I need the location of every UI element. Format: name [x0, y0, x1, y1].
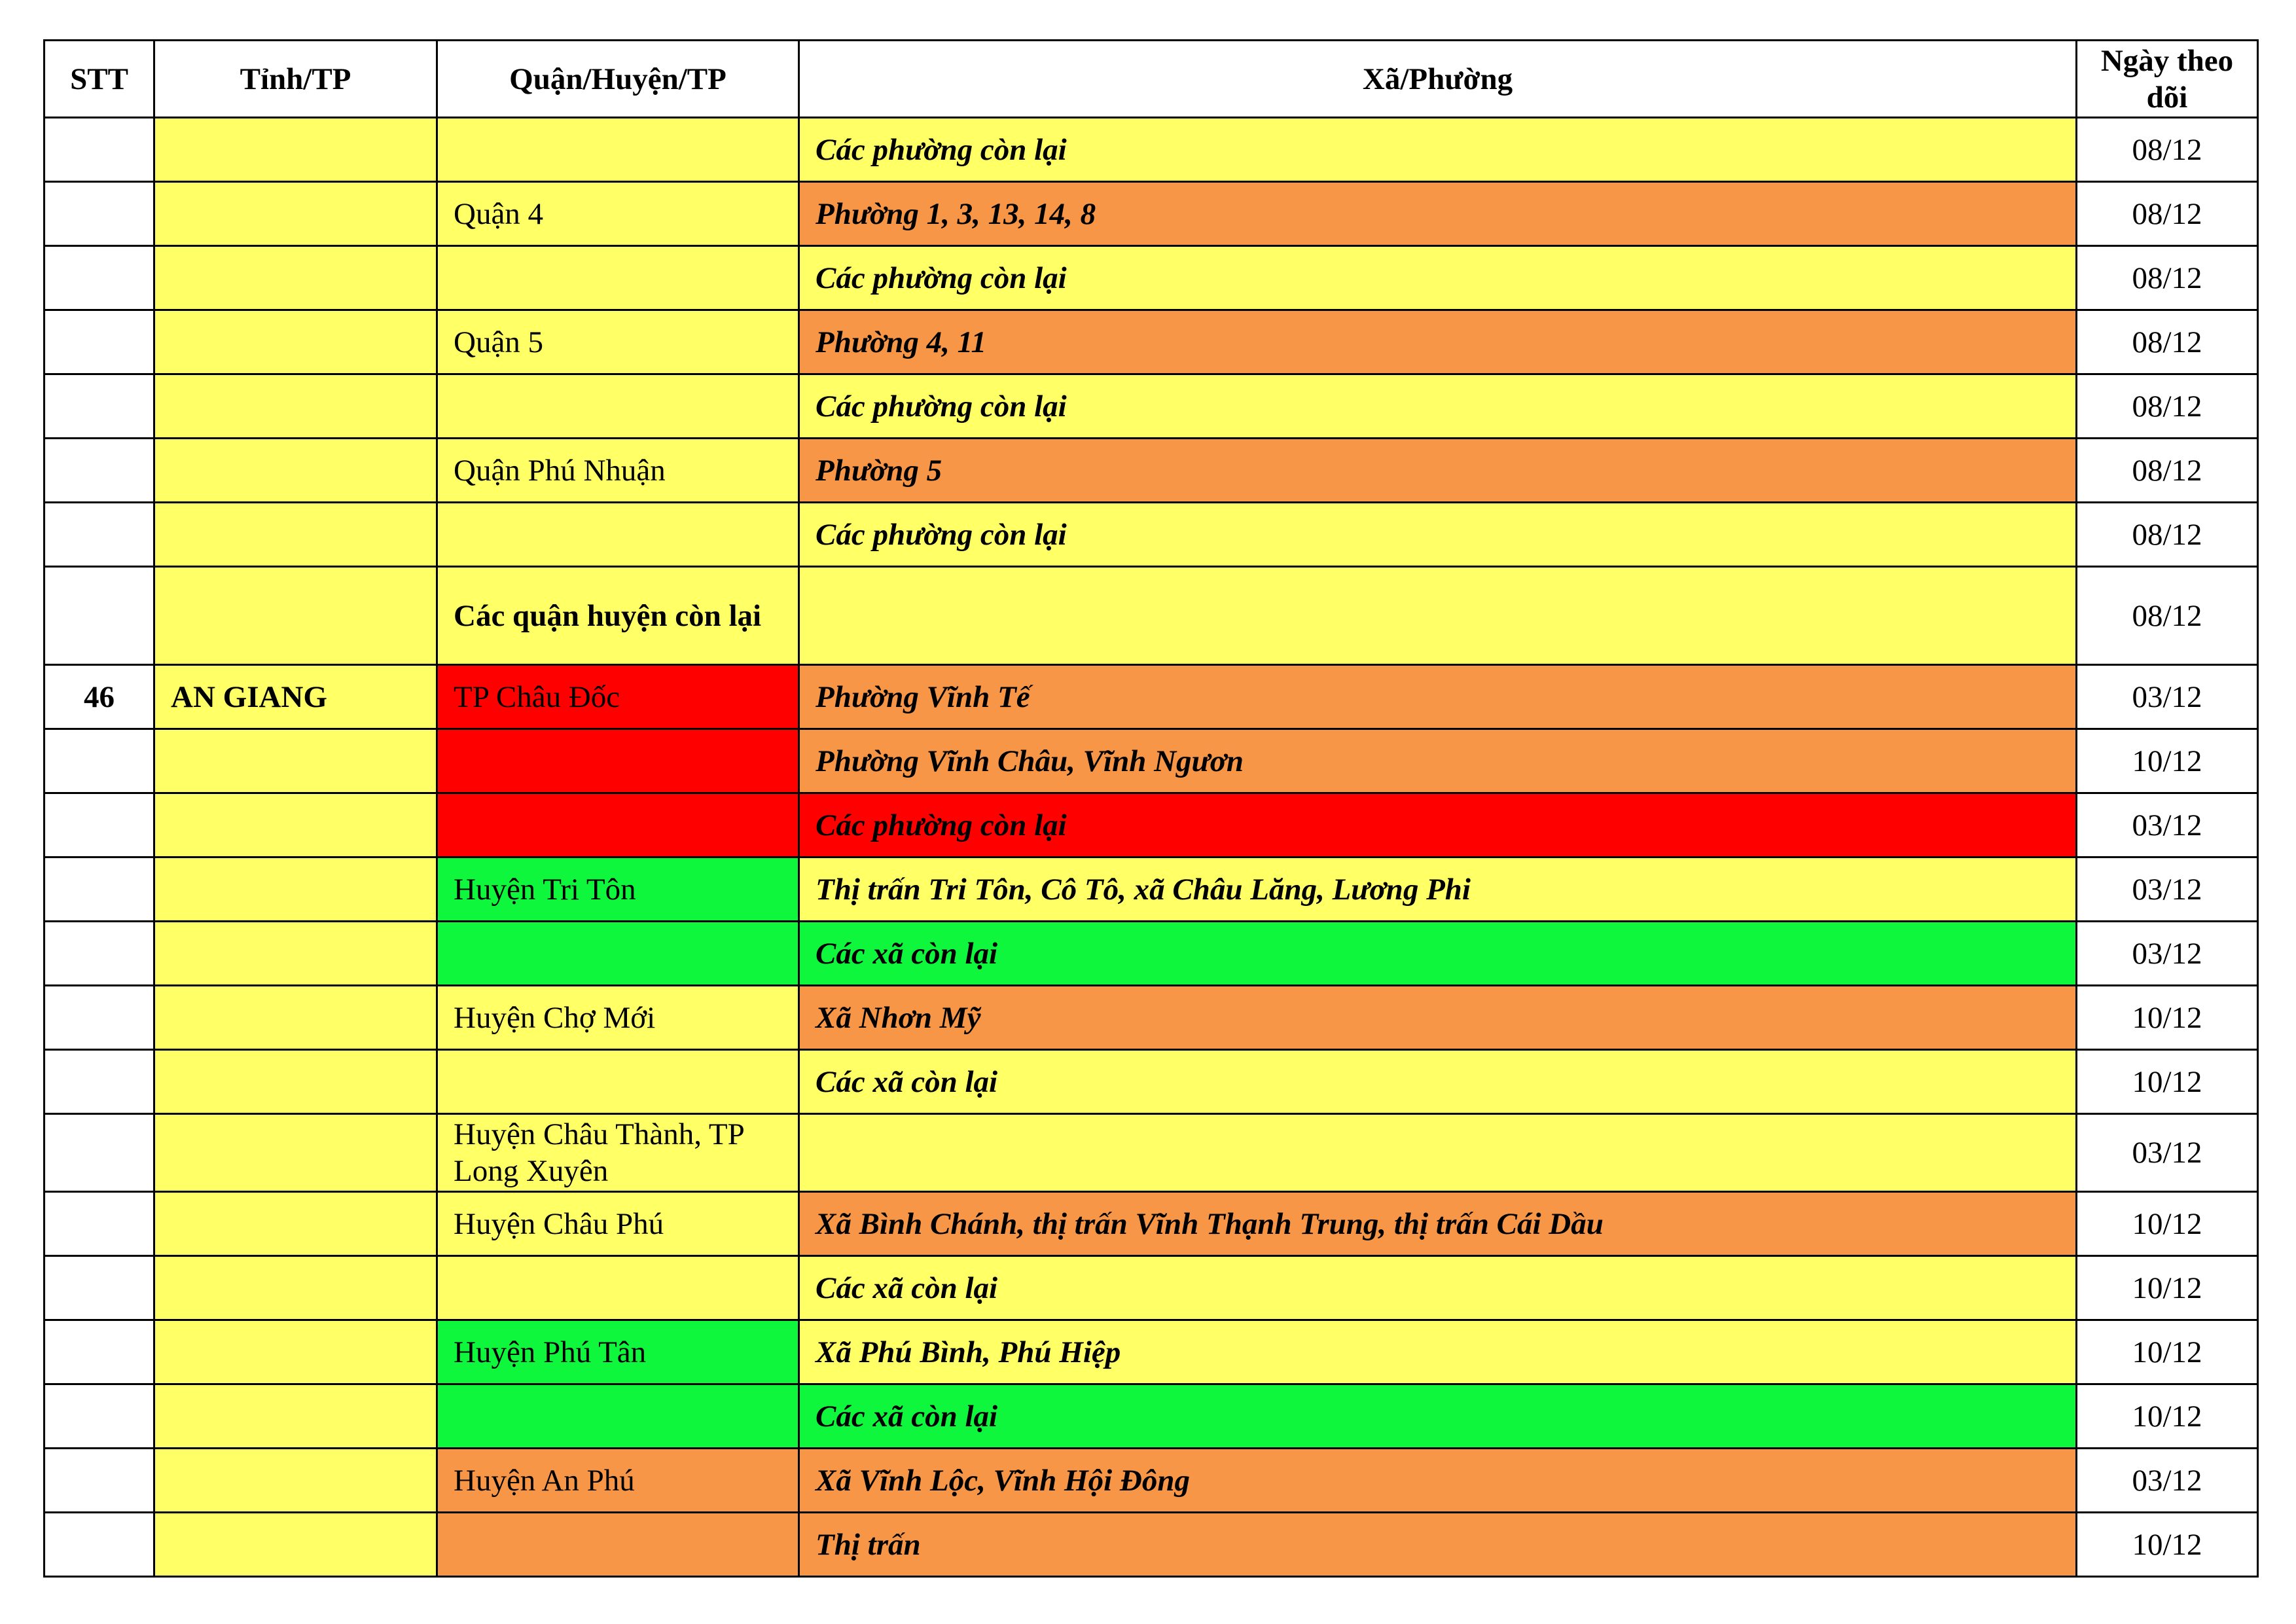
- stt-cell: [45, 986, 154, 1050]
- ward-cell: Các phường còn lại: [799, 118, 2077, 182]
- header-ward: Xã/Phường: [799, 41, 2077, 118]
- province-cell: [154, 310, 437, 374]
- date-cell: 08/12: [2077, 118, 2258, 182]
- ward-cell: Các phường còn lại: [799, 246, 2077, 310]
- stt-cell: [45, 246, 154, 310]
- date-cell: 08/12: [2077, 439, 2258, 503]
- stt-cell: [45, 439, 154, 503]
- header-province: Tỉnh/TP: [154, 41, 437, 118]
- stt-cell: [45, 374, 154, 439]
- stt-cell: [45, 793, 154, 857]
- district-cell: [437, 1050, 799, 1114]
- date-cell: 10/12: [2077, 1256, 2258, 1320]
- header-stt: STT: [45, 41, 154, 118]
- district-cell: Huyện Châu Thành, TP Long Xuyên: [437, 1114, 799, 1192]
- table-row: [45, 857, 2258, 922]
- ward-cell: Xã Phú Bình, Phú Hiệp: [799, 1320, 2077, 1384]
- stt-cell: [45, 1192, 154, 1256]
- ward-cell: Các phường còn lại: [799, 793, 2077, 857]
- header-district: Quận/Huyện/TP: [437, 41, 799, 118]
- date-cell: 08/12: [2077, 246, 2258, 310]
- province-cell: [154, 246, 437, 310]
- table-row: [45, 246, 2258, 310]
- date-cell: 03/12: [2077, 665, 2258, 729]
- ward-cell: [799, 567, 2077, 665]
- ward-cell: Phường Vĩnh Châu, Vĩnh Ngươn: [799, 729, 2077, 793]
- date-cell: 08/12: [2077, 182, 2258, 246]
- stt-cell: [45, 1114, 154, 1192]
- stt-cell: [45, 1449, 154, 1513]
- table-row: [45, 567, 2258, 665]
- date-cell: 10/12: [2077, 729, 2258, 793]
- stt-cell: [45, 1050, 154, 1114]
- ward-cell: Xã Nhơn Mỹ: [799, 986, 2077, 1050]
- date-cell: 08/12: [2077, 310, 2258, 374]
- stt-cell: [45, 857, 154, 922]
- province-cell: [154, 793, 437, 857]
- district-cell: Các quận huyện còn lại: [437, 567, 799, 665]
- table-row: [45, 182, 2258, 246]
- district-cell: Huyện Phú Tân: [437, 1320, 799, 1384]
- province-cell: [154, 1384, 437, 1449]
- header-date: Ngày theo dõi: [2077, 41, 2258, 118]
- stt-cell: [45, 1320, 154, 1384]
- ward-cell: Phường 4, 11: [799, 310, 2077, 374]
- date-cell: 10/12: [2077, 1320, 2258, 1384]
- province-cell: [154, 118, 437, 182]
- district-cell: Quận Phú Nhuận: [437, 439, 799, 503]
- district-cell: Huyện Châu Phú: [437, 1192, 799, 1256]
- table-row: [45, 1050, 2258, 1114]
- stt-cell: [45, 1513, 154, 1577]
- header-row: [45, 41, 2258, 118]
- table-row: [45, 665, 2258, 729]
- table-row: [45, 118, 2258, 182]
- province-cell: [154, 857, 437, 922]
- ward-cell: Các phường còn lại: [799, 374, 2077, 439]
- table-row: [45, 1320, 2258, 1384]
- district-cell: [437, 503, 799, 567]
- district-cell: Huyện Chợ Mới: [437, 986, 799, 1050]
- table-row: [45, 986, 2258, 1050]
- district-cell: [437, 922, 799, 986]
- stt-cell: [45, 729, 154, 793]
- district-cell: [437, 1384, 799, 1449]
- ward-cell: Thị trấn: [799, 1513, 2077, 1577]
- ward-cell: Các xã còn lại: [799, 922, 2077, 986]
- table-row: [45, 1114, 2258, 1192]
- district-cell: [437, 793, 799, 857]
- province-cell: [154, 1050, 437, 1114]
- province-cell: [154, 1513, 437, 1577]
- province-cell: [154, 1114, 437, 1192]
- stt-cell: [45, 310, 154, 374]
- date-cell: 03/12: [2077, 793, 2258, 857]
- table-row: [45, 793, 2258, 857]
- stt-cell: [45, 503, 154, 567]
- date-cell: 10/12: [2077, 1192, 2258, 1256]
- table-row: [45, 1384, 2258, 1449]
- province-cell: [154, 182, 437, 246]
- province-cell: [154, 567, 437, 665]
- province-cell: AN GIANG: [154, 665, 437, 729]
- ward-cell: Xã Bình Chánh, thị trấn Vĩnh Thạnh Trung, thị trấn Cái Dầu: [799, 1192, 2077, 1256]
- stt-cell: [45, 1256, 154, 1320]
- district-cell: [437, 118, 799, 182]
- district-cell: [437, 729, 799, 793]
- ward-cell: Xã Vĩnh Lộc, Vĩnh Hội Đông: [799, 1449, 2077, 1513]
- stt-cell: 46: [45, 665, 154, 729]
- date-cell: 03/12: [2077, 857, 2258, 922]
- date-cell: 08/12: [2077, 567, 2258, 665]
- table-row: [45, 1449, 2258, 1513]
- date-cell: 03/12: [2077, 1449, 2258, 1513]
- ward-cell: [799, 1114, 2077, 1192]
- table-row: [45, 374, 2258, 439]
- table-row: [45, 439, 2258, 503]
- province-cell: [154, 1320, 437, 1384]
- province-cell: [154, 374, 437, 439]
- province-cell: [154, 1192, 437, 1256]
- district-cell: [437, 374, 799, 439]
- ward-cell: Phường 1, 3, 13, 14, 8: [799, 182, 2077, 246]
- district-cell: Huyện An Phú: [437, 1449, 799, 1513]
- district-cell: [437, 1256, 799, 1320]
- province-cell: [154, 1256, 437, 1320]
- table-row: [45, 729, 2258, 793]
- province-cell: [154, 986, 437, 1050]
- district-cell: Huyện Tri Tôn: [437, 857, 799, 922]
- date-cell: 03/12: [2077, 1114, 2258, 1192]
- date-cell: 10/12: [2077, 1384, 2258, 1449]
- stt-cell: [45, 118, 154, 182]
- ward-cell: Phường Vĩnh Tế: [799, 665, 2077, 729]
- province-cell: [154, 729, 437, 793]
- date-cell: 08/12: [2077, 374, 2258, 439]
- table-row: [45, 503, 2258, 567]
- risk-level-table: [43, 39, 2259, 1578]
- stt-cell: [45, 922, 154, 986]
- stt-cell: [45, 567, 154, 665]
- province-cell: [154, 922, 437, 986]
- ward-cell: Các xã còn lại: [799, 1050, 2077, 1114]
- table-row: [45, 1192, 2258, 1256]
- stt-cell: [45, 182, 154, 246]
- ward-cell: Phường 5: [799, 439, 2077, 503]
- table-row: [45, 1513, 2258, 1577]
- table-row: [45, 922, 2258, 986]
- province-cell: [154, 503, 437, 567]
- table-row: [45, 310, 2258, 374]
- district-cell: [437, 1513, 799, 1577]
- ward-cell: Các xã còn lại: [799, 1256, 2077, 1320]
- district-cell: [437, 246, 799, 310]
- date-cell: 08/12: [2077, 503, 2258, 567]
- date-cell: 10/12: [2077, 1050, 2258, 1114]
- district-cell: Quận 5: [437, 310, 799, 374]
- ward-cell: Thị trấn Tri Tôn, Cô Tô, xã Châu Lăng, Lương Phi: [799, 857, 2077, 922]
- date-cell: 10/12: [2077, 1513, 2258, 1577]
- date-cell: 10/12: [2077, 986, 2258, 1050]
- date-cell: 03/12: [2077, 922, 2258, 986]
- province-cell: [154, 1449, 437, 1513]
- district-cell: TP Châu Đốc: [437, 665, 799, 729]
- table-row: [45, 1256, 2258, 1320]
- district-cell: Quận 4: [437, 182, 799, 246]
- stt-cell: [45, 1384, 154, 1449]
- ward-cell: Các phường còn lại: [799, 503, 2077, 567]
- ward-cell: Các xã còn lại: [799, 1384, 2077, 1449]
- province-cell: [154, 439, 437, 503]
